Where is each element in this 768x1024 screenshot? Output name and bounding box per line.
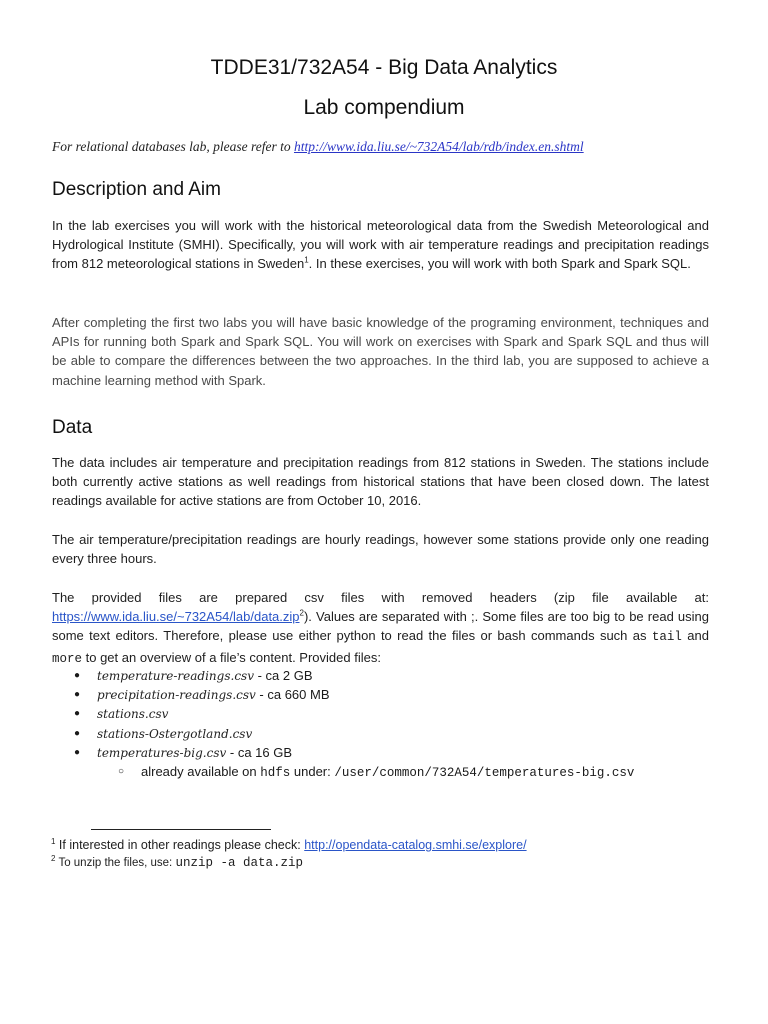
list-item [52,743,709,762]
footnote-number: 1 [51,836,56,846]
file-note: - ca 16 GB [226,744,293,760]
tail-command: tail [651,630,682,645]
data-p3-text-b: ). Values are separated with ;. Some files are too big to be read using some text editors. Therefore, please use either python to read the files or bash commands such as [52,609,709,644]
document-subtitle: Lab compendium [303,96,465,119]
file-name: precipitation-readings.csv [97,688,256,703]
bullet-icon: ● [74,727,81,739]
hdfs-path: /user/common/732A54/temperatures-big.csv [334,765,635,780]
data-p3-text-c: and [681,628,709,644]
file-note: - ca 660 MB [255,687,330,703]
footnote-ref-1[interactable]: 1 [304,256,309,266]
data-paragraph-3 [52,588,709,669]
footnote-text: If interested in other readings please check: [55,838,305,852]
bullet-icon: ● [74,670,81,681]
list-item-sub [52,762,709,781]
hdfs-label: hdfs [260,765,291,780]
data-paragraph-2: The air temperature/precipitation readings are hourly readings, however some stations provide only one reading every three hours. [52,532,709,567]
smhi-catalog-link[interactable]: http://opendata-catalog.smhi.se/explore/ [304,838,527,852]
data-heading: Data [52,417,93,438]
list-item [52,724,709,743]
document-title: TDDE31/732A54 - Big Data Analytics [210,56,558,79]
description-paragraph-2: After completing the first two labs you will have basic knowledge of the programing environment, techniques and APIs for running both Spark and Spark SQL. You will work on exercises with Spark and Spark SQL and thus will be able to compare the differences between the two approaches. In the third lab, you are supposed to achieve a machine learning method with Spark. [52,315,709,388]
data-p3-text-d: to get an overview of a file’s content. Provided files: [82,649,381,665]
desc-p1-text-end: . In these exercises, you will work with both Spark and Spark SQL. [308,256,691,272]
provided-files-list [52,666,709,781]
data-zip-link[interactable]: https://www.ida.liu.se/~732A54/lab/data.zip [52,609,300,625]
desc-p1-text: In the lab exercises you will work with the historical meteorological data from the Swedish Meteorological and Hydrological Institute (SMHI). Specifically, you will work with air temperature readings and precipitation readings from 812 meteorological stations in Sweden [52,218,709,272]
hollow-bullet-icon: ○ [118,765,125,777]
footnote-divider [91,829,271,830]
rdb-lab-link[interactable]: http://www.ida.liu.se/~732A54/lab/rdb/index.en.shtml [293,139,584,154]
footnote-number: 2 [51,854,56,864]
sub-text-b: under: [290,763,335,779]
footnote-text: To unzip the files, use: [55,857,176,869]
description-paragraph-1 [52,216,709,274]
sub-text-a: already available on [141,763,261,779]
unzip-command: unzip -a data.zip [175,856,303,870]
bullet-icon: ● [74,689,81,701]
list-item [52,685,709,704]
list-item [52,666,709,685]
description-heading: Description and Aim [52,179,221,200]
file-name: stations-Ostergotland.csv [97,726,253,741]
file-name: temperature-readings.csv [97,669,254,683]
data-p3-text-a: The provided files are prepared csv files with removed headers (zip file available at: [52,590,709,605]
rdb-lab-note [52,139,584,155]
footnote-2 [51,856,303,870]
file-name: temperatures-big.csv [97,745,227,760]
rdb-note-text: For relational databases lab, please refer to [52,139,294,154]
footnote-ref-2[interactable]: 2 [299,608,304,618]
bullet-icon: ● [74,708,81,720]
file-name: stations.csv [97,707,169,722]
list-item [52,704,709,723]
data-paragraph-1: The data includes air temperature and precipitation readings from 812 stations in Sweden. The stations include both currently active stations as well readings from historical stations that have been closed down. The latest readings available for active stations are from October 10, 2016. [52,455,709,509]
bullet-icon: ● [74,746,81,758]
more-command: more [52,651,83,666]
footnote-1 [51,838,527,852]
file-note: - ca 2 GB [253,668,313,683]
